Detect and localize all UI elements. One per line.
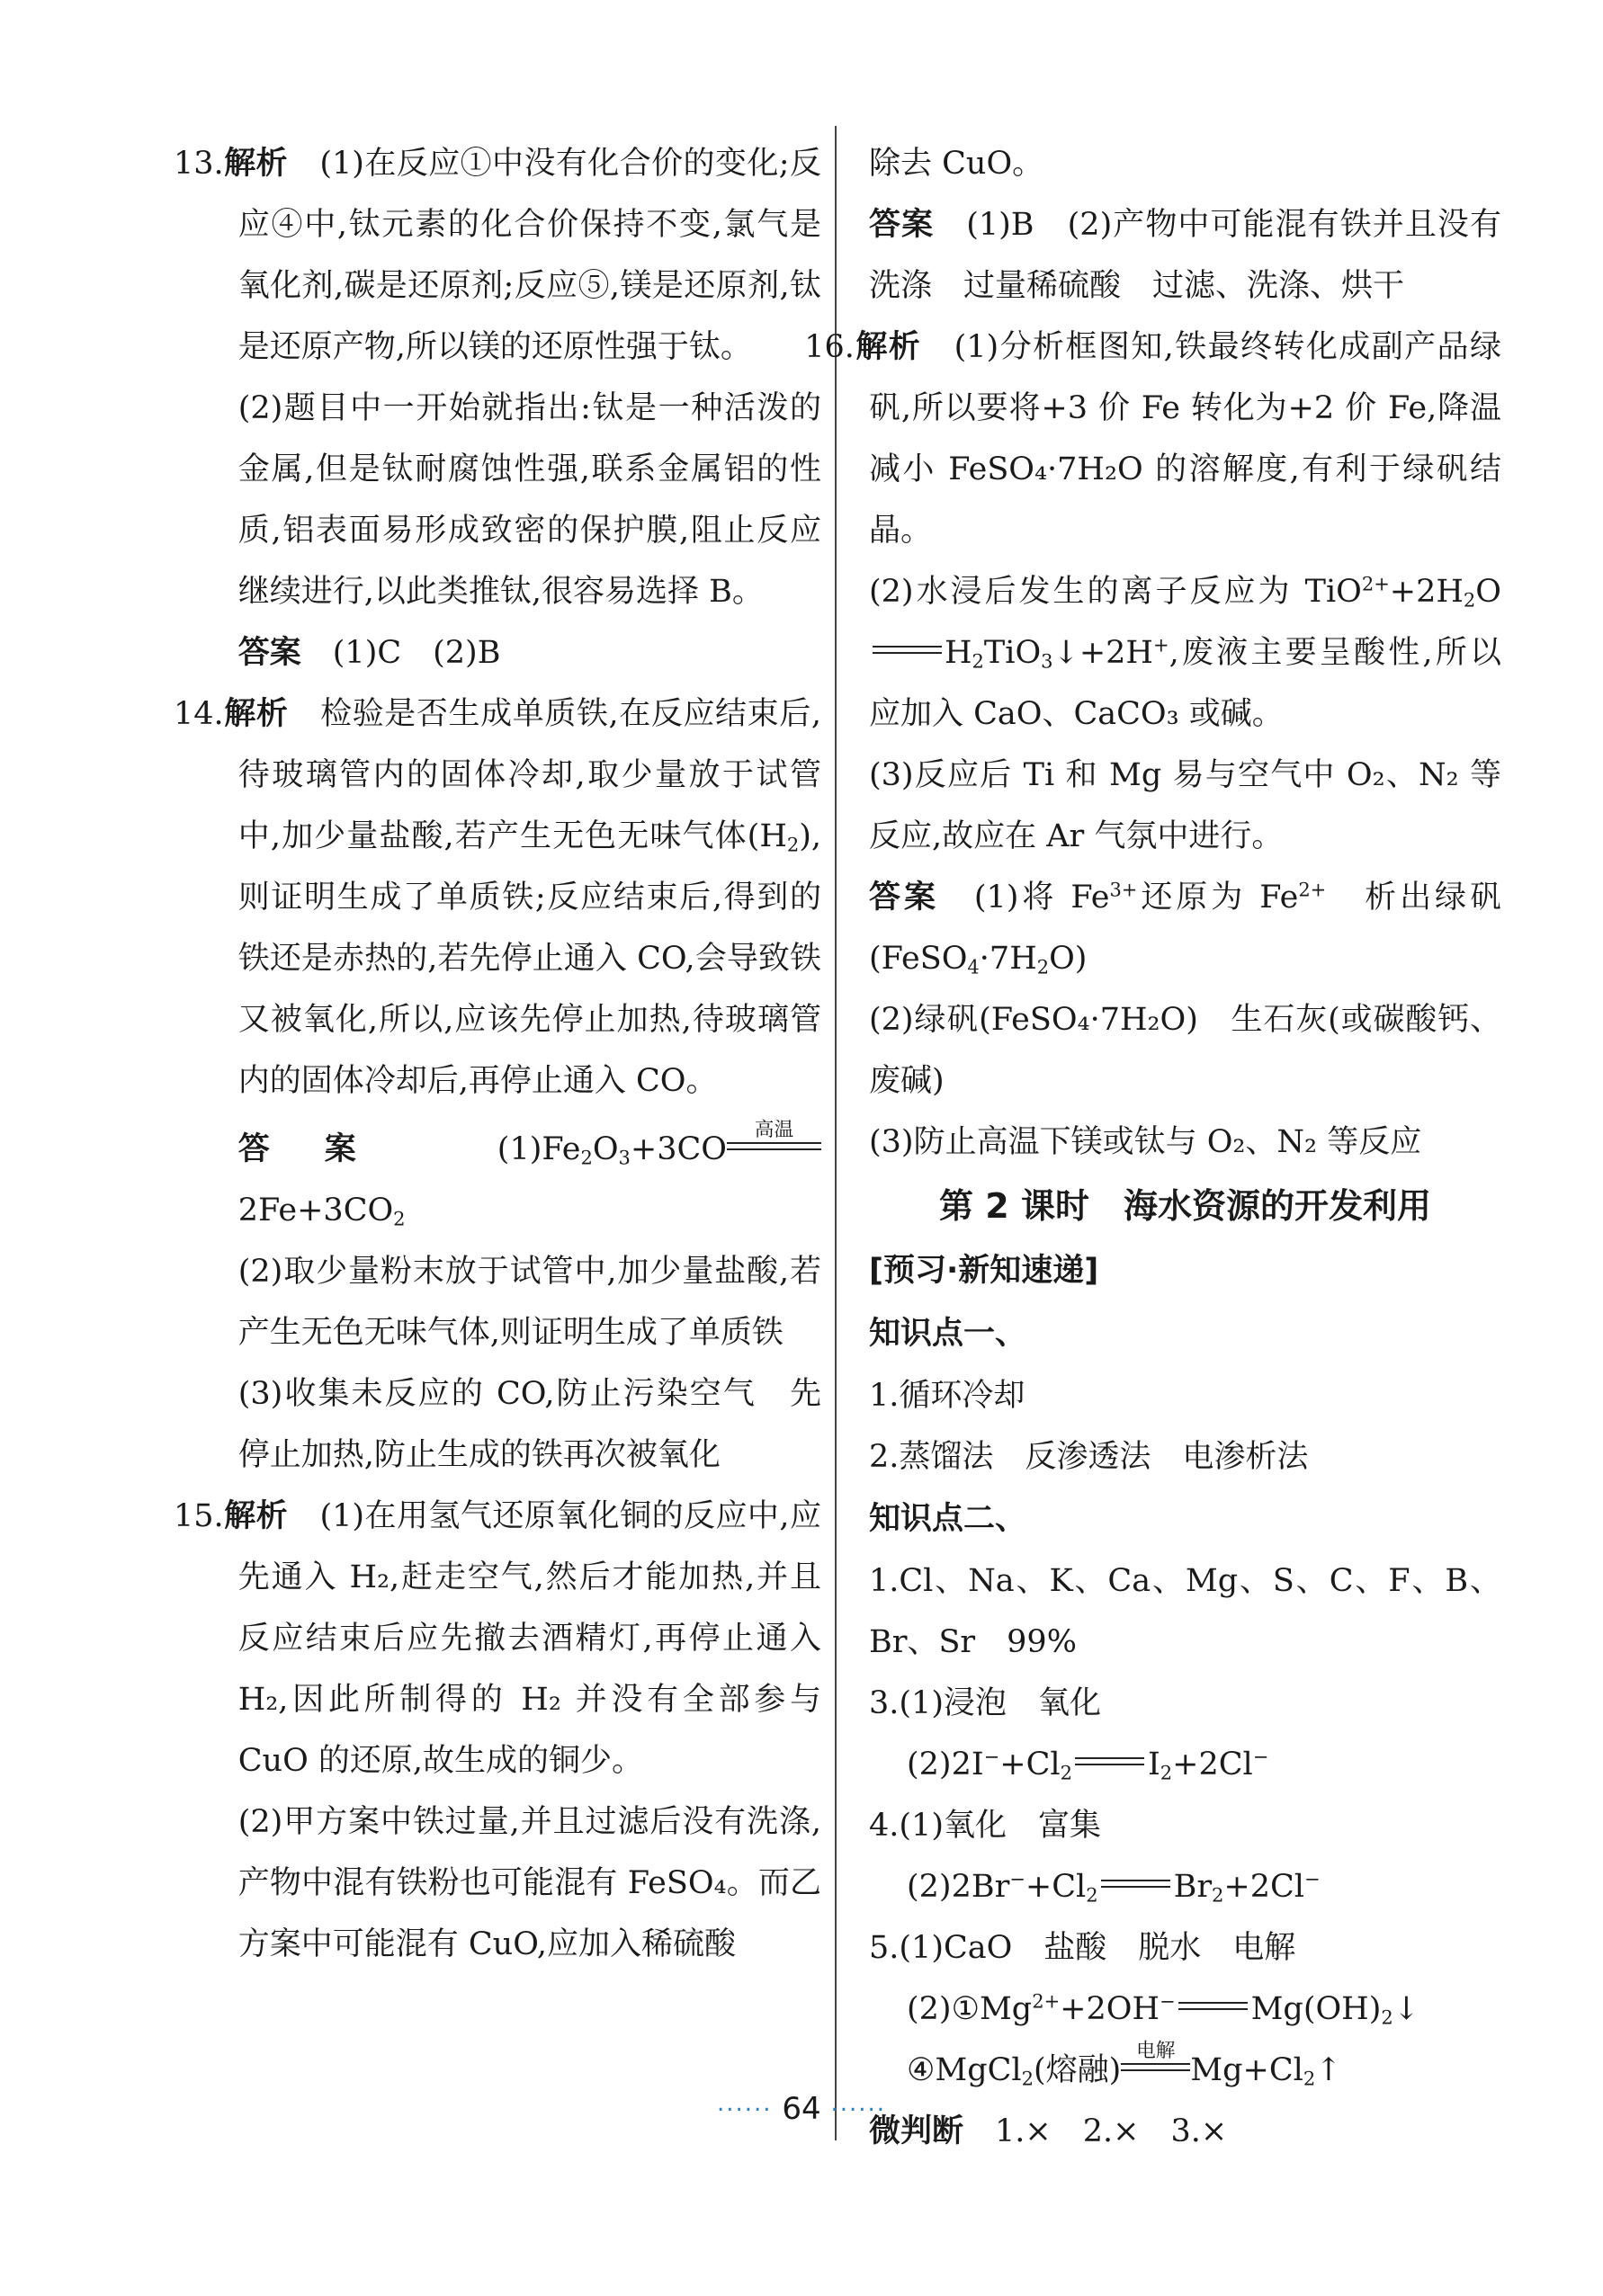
kp2-item-5: 5.(1)CaO 盐酸 脱水 电解 [869, 1930, 1296, 1966]
q13-analysis: 13.解析 (1)在反应①中没有化合价的变化;反应④中,钛元素的化合价保持不变,氯气是氧化剂,碳是还原剂;反应⑤,镁是还原剂,钛是还原产物,所以镁的还原性强于钛。 [174, 146, 821, 365]
q16-answer: 答案 (1)将 $Fe^{3+}$还原为 $Fe^{2+}$ 析出绿矾$(FeSO_4\cdot 7H_2O)$ [869, 879, 1501, 978]
left-column [174, 133, 821, 1975]
micro-judgement: 微判断 1.× 2.× 3.× [869, 2113, 1228, 2149]
knowledge-point-2: 知识点二、 [869, 1501, 1027, 1537]
preview-box-label: [预习·新知速递] [869, 1253, 1099, 1289]
kp2-item-4: 4.(1)氧化 富集 [869, 1808, 1101, 1844]
q14-answer-2: (2)取少量粉末放于试管中,加少量盐酸,若产生无色无味气体,则证明生成了单质铁 [237, 1254, 821, 1351]
q16-analysis: 16.解析 (1)分析框图知,铁最终转化成副产品绿矾,所以要将+3 价 Fe 转化为+2 价 Fe,降温减小 FeSO₄·7H₂O 的溶解度,有利于绿矾结晶。 [804, 329, 1501, 549]
right-column [804, 133, 1501, 2162]
electrolysis-condition: 电解 [1121, 2040, 1190, 2101]
kp1-item-2: 2.蒸馏法 反渗透法 电渗析法 [869, 1439, 1309, 1475]
kp2-item-3: 3.(1)浸泡 氧化 [869, 1685, 1101, 1721]
q13-answer: 答案 (1)C (2)B [237, 635, 501, 671]
q16-analysis-3: (3)反应后 Ti 和 Mg 易与空气中 O₂、N₂ 等反应,故应在 Ar 气氛中进行。 [869, 757, 1501, 854]
q15-answer: 答案 (1)B (2)产物中可能混有铁并且没有洗涤 过量稀硫酸 过滤、洗涤、烘干 [869, 207, 1501, 304]
reaction-condition: 高温 [727, 1119, 821, 1180]
q14-answer-3: (3)收集未反应的 CO,防止污染空气 先停止加热,防止生成的铁再次被氧化 [237, 1376, 821, 1473]
q15-analysis: 15.解析 (1)在用氢气还原氧化铜的反应中,应先通入 H₂,赶走空气,然后才能加热,并且反应结束后应先撤去酒精灯,再停止通入 H₂,因此所制得的 H₂ 并没有全部参与 CuO 的还原,故生成的铜少。 [174, 1498, 821, 1779]
kp2-item-4-eq: $(2)2Br^-+Cl_2$ $Br_2+2Cl^-$ [907, 1868, 1321, 1907]
section-title: 第 2 课时 海水资源的开发利用 [939, 1186, 1431, 1226]
q14-analysis: 14.解析 检验是否生成单质铁,在反应结束后,待玻璃管内的固体冷却,取少量放于试管中,加少量盐酸,若产生无色无味气体$(H_2)$,则证明生成了单质铁;反应结束后,得到的铁还是赤热的,若先停止通入 CO,会导致铁又被氧化,所以,应该先停止加热,待玻璃管内的固体冷却后,再停止通入 CO。 [174, 696, 821, 1099]
q15-continued: 除去 CuO。 [869, 146, 1044, 182]
footer-dots-left: ······ [716, 2096, 773, 2124]
q14-answer: 答案 $(1)Fe_2O_3+3CO$ 高温 $2Fe+3CO_2$ [174, 1119, 821, 1241]
footer-dots-right: ······ [830, 2096, 887, 2124]
kp2-item-5-eq1: $(2)①Mg^{2+}+2OH^-$ $Mg(OH)_2↓$ [907, 1990, 1420, 2029]
kp2-item-1: 1.Cl、Na、K、Ca、Mg、S、C、F、B、Br、Sr 99% [869, 1563, 1501, 1660]
kp1-item-1: 1.循环冷却 [869, 1378, 1025, 1414]
page-number: 64 [782, 2091, 821, 2127]
q16-answer-3: (3)防止高温下镁或钛与 O₂、N₂ 等反应 [869, 1124, 1422, 1160]
kp2-item-5-eq2: ④MgCl$_2$(熔融) 电解 $Mg+Cl_2↑$ [869, 2040, 1501, 2101]
q16-answer-2: (2)绿矾(FeSO₄·7H₂O) 生石灰(或碳酸钙、废碱) [869, 1002, 1501, 1099]
q16-analysis-2: (2)水浸后发生的离子反应为 $TiO^{2+}+2H_2OH_2TiO_3↓+2H^+$,废液主要呈酸性,所以应加入 CaO、CaCO₃ 或碱。 [869, 573, 1501, 732]
kp2-item-3-eq: $(2)2I^-+Cl_2$ $I_2+2Cl^-$ [907, 1746, 1269, 1784]
q15-analysis-2: (2)甲方案中铁过量,并且过滤后没有洗涤,产物中混有铁粉也可能混有 FeSO₄。而乙方案中可能混有 CuO,应加入稀硫酸 [237, 1804, 821, 1962]
page-footer [0, 2091, 1603, 2127]
knowledge-point-1: 知识点一、 [869, 1316, 1027, 1352]
q13-analysis-2: (2)题目中一开始就指出:钛是一种活泼的金属,但是钛耐腐蚀性强,联系金属铝的性质,铝表面易形成致密的保护膜,阻止反应继续进行,以此类推钛,很容易选择 B。 [237, 390, 821, 610]
